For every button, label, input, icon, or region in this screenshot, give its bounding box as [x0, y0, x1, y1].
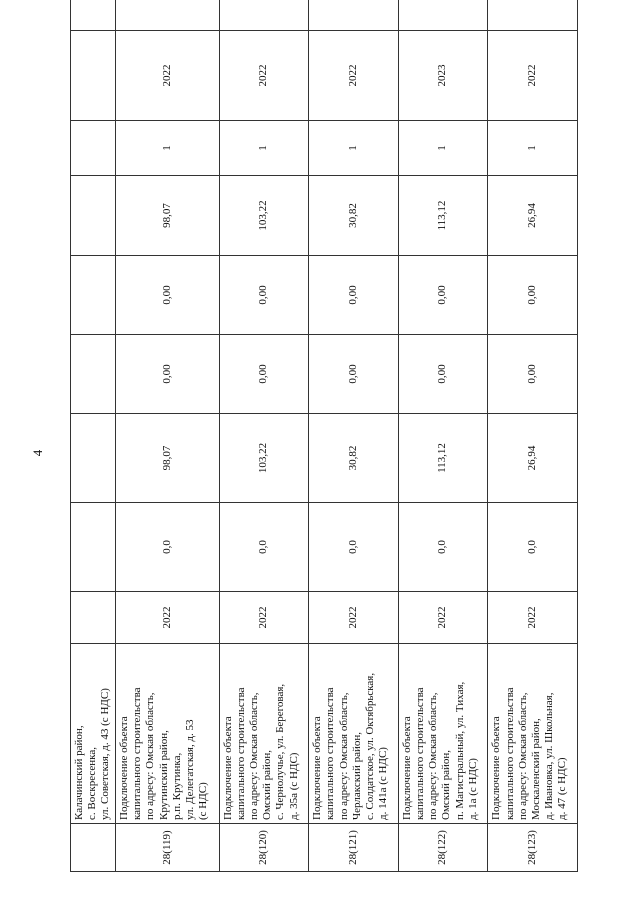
cell-year-start: 2023 — [398, 31, 488, 121]
table-container — [70, 27, 578, 872]
desc-line: д. 35а (с НДС) — [287, 752, 300, 820]
cell-year-end — [71, 0, 116, 31]
cell-year: 2022 — [309, 592, 399, 644]
cell-id — [71, 824, 116, 872]
desc-line: капитального строительства — [234, 687, 247, 820]
desc-line: Подключение объекта — [221, 716, 234, 820]
cell-id: 28(122) — [398, 824, 488, 872]
cell-year — [71, 592, 116, 644]
cell-description — [488, 644, 578, 824]
cell-year-start: 2022 — [116, 31, 220, 121]
cell-year-start: 2022 — [488, 31, 578, 121]
cell-count: 1 — [398, 121, 488, 176]
desc-line: с. Солдатское, ул. Октябрьская, — [363, 672, 376, 820]
cell-value: 30,82 — [309, 414, 399, 503]
cell-value — [71, 335, 116, 414]
cell-year-start: 2022 — [219, 31, 309, 121]
cell-value: 0,00 — [398, 335, 488, 414]
desc-line: Крутинский район, — [157, 730, 170, 820]
table-row — [71, 0, 116, 872]
cell-value: 0,00 — [309, 256, 399, 335]
cell-value: 113,12 — [398, 414, 488, 503]
desc-line: капитального строительства — [324, 687, 337, 820]
table-row — [116, 0, 220, 872]
cell-count: 1 — [309, 121, 399, 176]
desc-line: по адресу: Омская область, — [144, 692, 157, 820]
desc-line: Подключение объекта — [118, 716, 130, 820]
cell-year-end — [488, 0, 578, 31]
cell-count: 1 — [488, 121, 578, 176]
desc-line: Подключение объекта — [311, 716, 324, 820]
cell-value — [71, 414, 116, 503]
cell-description — [71, 644, 116, 824]
desc-line: Подключение объекта — [400, 716, 413, 820]
desc-line: п. Магистральный, ул. Тихая, — [453, 681, 466, 820]
desc-line: Черлакский район, — [350, 732, 363, 820]
cell-value — [71, 176, 116, 256]
cell-year: 2022 — [116, 592, 220, 644]
desc-line: капитального строительства — [131, 687, 144, 820]
cell-count — [71, 121, 116, 176]
cell-value: 103,22 — [219, 414, 309, 503]
cell-value: 0,0 — [116, 503, 220, 592]
cell-description — [116, 644, 220, 824]
cell-value: 98,07 — [116, 176, 220, 256]
cell-value: 26,94 — [488, 414, 578, 503]
cell-description — [309, 644, 399, 824]
page-number: 4 — [30, 449, 45, 457]
desc-line: Омский район, — [261, 749, 274, 820]
desc-line: Подключение объекта — [490, 716, 503, 820]
cell-value: 30,82 — [309, 176, 399, 256]
cell-year-end — [116, 0, 220, 31]
cell-value: 0,00 — [219, 256, 309, 335]
desc-line: по адресу: Омская область, — [337, 692, 350, 820]
cell-value: 0,00 — [398, 256, 488, 335]
cell-value: 0,0 — [398, 503, 488, 592]
cell-year-start — [71, 31, 116, 121]
desc-line: с. Чернолучье, ул. Береговая, — [274, 683, 287, 820]
cell-value: 0,0 — [488, 503, 578, 592]
table-row — [398, 0, 488, 872]
cell-id: 28(123) — [488, 824, 578, 872]
cell-value: 0,00 — [488, 335, 578, 414]
desc-line: р.п. Крутинка, — [170, 752, 183, 820]
desc-line: по адресу: Омская область, — [248, 692, 260, 820]
desc-line: (с НДС) — [197, 782, 210, 820]
cell-value: 0,0 — [219, 503, 309, 592]
cell-count: 1 — [116, 121, 220, 176]
cell-year: 2022 — [398, 592, 488, 644]
cell-year-start: 2022 — [309, 31, 399, 121]
cell-year-end — [309, 0, 399, 31]
cell-value — [71, 503, 116, 592]
desc-line: ул. Советская, д. 43 (с НДС) — [99, 688, 112, 820]
desc-line: Омский район, — [440, 749, 453, 820]
desc-line: д. 141а (с НДС) — [377, 747, 390, 820]
table-row — [488, 0, 578, 872]
cell-value: 0,00 — [116, 335, 220, 414]
cell-year-end — [398, 0, 488, 31]
desc-line: д. 1а (с НДС) — [466, 758, 479, 820]
desc-line: по адресу: Омская область, — [427, 692, 440, 820]
cell-value: 103,22 — [219, 176, 309, 256]
cell-id: 28(119) — [116, 824, 220, 872]
cell-count: 1 — [219, 121, 309, 176]
cell-value — [71, 256, 116, 335]
table-row — [219, 0, 309, 872]
desc-line: капитального строительства — [503, 687, 516, 820]
cell-value: 26,94 — [488, 176, 578, 256]
cell-id: 28(120) — [219, 824, 309, 872]
cell-year: 2022 — [488, 592, 578, 644]
investment-table — [70, 0, 578, 872]
rotated-table-frame — [70, 27, 578, 872]
cell-description — [398, 644, 488, 824]
cell-id: 28(121) — [309, 824, 399, 872]
table-row — [309, 0, 399, 872]
cell-year-end — [219, 0, 309, 31]
cell-description — [219, 644, 309, 824]
desc-line: с. Воскресенка, — [86, 747, 99, 820]
cell-value: 0,00 — [219, 335, 309, 414]
cell-value: 0,00 — [488, 256, 578, 335]
desc-line: ул. Делегатская, д. 53 — [183, 719, 196, 820]
desc-line: Калачинский район, — [73, 725, 85, 820]
desc-line: д. 47 (с НДС) — [556, 757, 569, 820]
cell-value: 0,00 — [309, 335, 399, 414]
cell-value: 113,12 — [398, 176, 488, 256]
desc-line: по адресу: Омская область, — [516, 692, 529, 820]
cell-value: 98,07 — [116, 414, 220, 503]
cell-value: 0,00 — [116, 256, 220, 335]
desc-line: капитального строительства — [413, 687, 426, 820]
desc-line: д. Ивановка, ул. Школьная, — [543, 692, 556, 820]
cell-value: 0,0 — [309, 503, 399, 592]
cell-year: 2022 — [219, 592, 309, 644]
desc-line: Москаленский район, — [529, 718, 542, 820]
